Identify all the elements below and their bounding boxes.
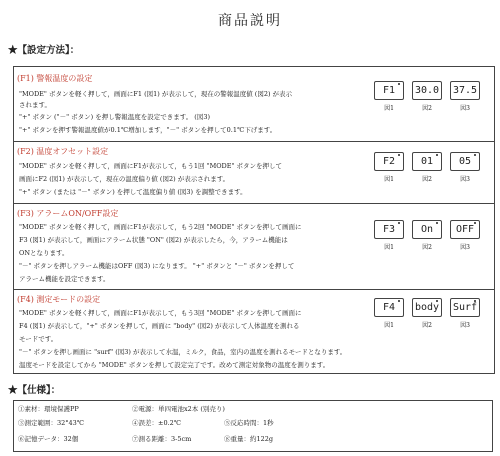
- lcd-display: Surf: [450, 298, 480, 317]
- lcd-display: 01: [412, 152, 442, 171]
- figure-label: 図1: [384, 176, 394, 183]
- section-f3: [14, 203, 494, 289]
- section-line: アラーム機能を設定できます。: [19, 275, 110, 283]
- spec-item: ②電源：単四電池x2本 (別売り): [132, 405, 225, 413]
- section-line: モードです。: [19, 335, 58, 343]
- figure-label: 図3: [460, 244, 470, 251]
- lcd-display: On: [412, 220, 442, 239]
- figure-label: 図2: [422, 176, 432, 183]
- section-line: されます。: [19, 101, 51, 109]
- lcd-display: F2: [374, 152, 404, 171]
- spec-item: ④誤差：±0.2℃: [132, 419, 182, 427]
- section-line: ONとなります。: [19, 249, 69, 257]
- section-line: "－" ボタンを押しアラーム機能はOFF (図3) になります。 "+" ボタンと "－" ボタンを押して: [19, 262, 295, 270]
- figure-label: 図3: [460, 105, 470, 112]
- figure-label: 図3: [460, 322, 470, 329]
- section-heading: (F4) 測定モードの設定: [17, 295, 101, 304]
- section-line: F4 (図1) が表示して，"+" ボタンを押して，画面に "body" (図2) が表示して人体温度を測れる: [19, 322, 300, 330]
- spec-panel: [13, 400, 493, 452]
- settings-heading: ★【設定方法】：: [8, 45, 80, 56]
- lcd-display: 05: [450, 152, 480, 171]
- settings-panel: [13, 66, 495, 374]
- lcd-display: F3: [374, 220, 404, 239]
- lcd-display: F1: [374, 81, 404, 100]
- section-f2: [14, 141, 494, 203]
- figure-label: 図1: [384, 244, 394, 251]
- section-line: "+" ボタン ("－" ボタン) を押し警報温度を設定できます。 (図3): [19, 113, 210, 121]
- section-heading: (F2) 温度オフセット設定: [17, 147, 109, 156]
- section-line: 温度モードを設定してから "MODE" ボタンを押して設定完了です。改めて測定対象物の温度を測ります。: [19, 361, 330, 369]
- section-f4: [14, 289, 494, 373]
- section-line: "MODE" ボタンを軽く押して，画面にF1が表示して，もう3回 "MODE" ボタンを押して画面に: [19, 309, 302, 317]
- spec-item: ⑧重量：約122g: [224, 435, 274, 443]
- figure-label: 図1: [384, 322, 394, 329]
- figure-label: 図2: [422, 322, 432, 329]
- spec-item: ⑤反応時間：1秒: [224, 419, 274, 427]
- spec-item: ③測定範囲：32°43℃: [18, 419, 85, 427]
- section-line: "MODE" ボタンを軽く押して，画面にF1 (図1) が表示して，現在の警報温度値 (図2) が表示: [19, 90, 293, 98]
- section-line: "+" ボタン (または "－" ボタン) を押して温度偏り値 (図3) を調整できます。: [19, 188, 247, 196]
- section-f1: [14, 67, 494, 141]
- lcd-display: OFF: [450, 220, 480, 239]
- lcd-display: F4: [374, 298, 404, 317]
- section-heading: (F3) アラームON/OFF設定: [17, 209, 119, 218]
- figure-label: 図1: [384, 105, 394, 112]
- figure-label: 図2: [422, 105, 432, 112]
- section-line: "MODE" ボタンを軽く押して，画面にF1が表示して，もう2回 "MODE" ボタンを押して画面に: [19, 223, 302, 231]
- spec-item: ①素材：環境保護PP: [18, 405, 79, 413]
- section-line: "MODE" ボタンを軽く押して，画面にF1が表示して，もう1回 "MODE" ボタンを押して: [19, 162, 283, 170]
- page-title: 商品説明: [218, 13, 282, 29]
- figure-label: 図2: [422, 244, 432, 251]
- section-line: 画面にF2 (図1) が表示して，現在の温度偏り値 (図2) が表示されます。: [19, 175, 230, 183]
- section-line: "+" ボタンを押す警報温度値が0.1℃増加します，"－" ボタンを押して0.1℃下げます。: [19, 126, 277, 134]
- lcd-display: 30.0: [412, 81, 442, 100]
- spec-item: ⑦測る距離：3-5cm: [132, 435, 192, 443]
- section-heading: (F1) 警報温度の設定: [17, 74, 93, 83]
- lcd-display: 37.5: [450, 81, 480, 100]
- spec-item: ⑥記憶データ：32個: [18, 435, 79, 443]
- section-line: "－" ボタンを押し画面に "surf" (図3) が表示して水温，ミルク，食品，室内の温度を測れるモードとなります。: [19, 348, 347, 356]
- spec-heading: ★【仕様】：: [8, 385, 61, 396]
- lcd-display: body: [412, 298, 442, 317]
- figure-label: 図3: [460, 176, 470, 183]
- section-line: F3 (図1) が表示して，画面にアラーム状態 "ON" (図2) が表示したら，今，アラーム機能は: [19, 236, 288, 244]
